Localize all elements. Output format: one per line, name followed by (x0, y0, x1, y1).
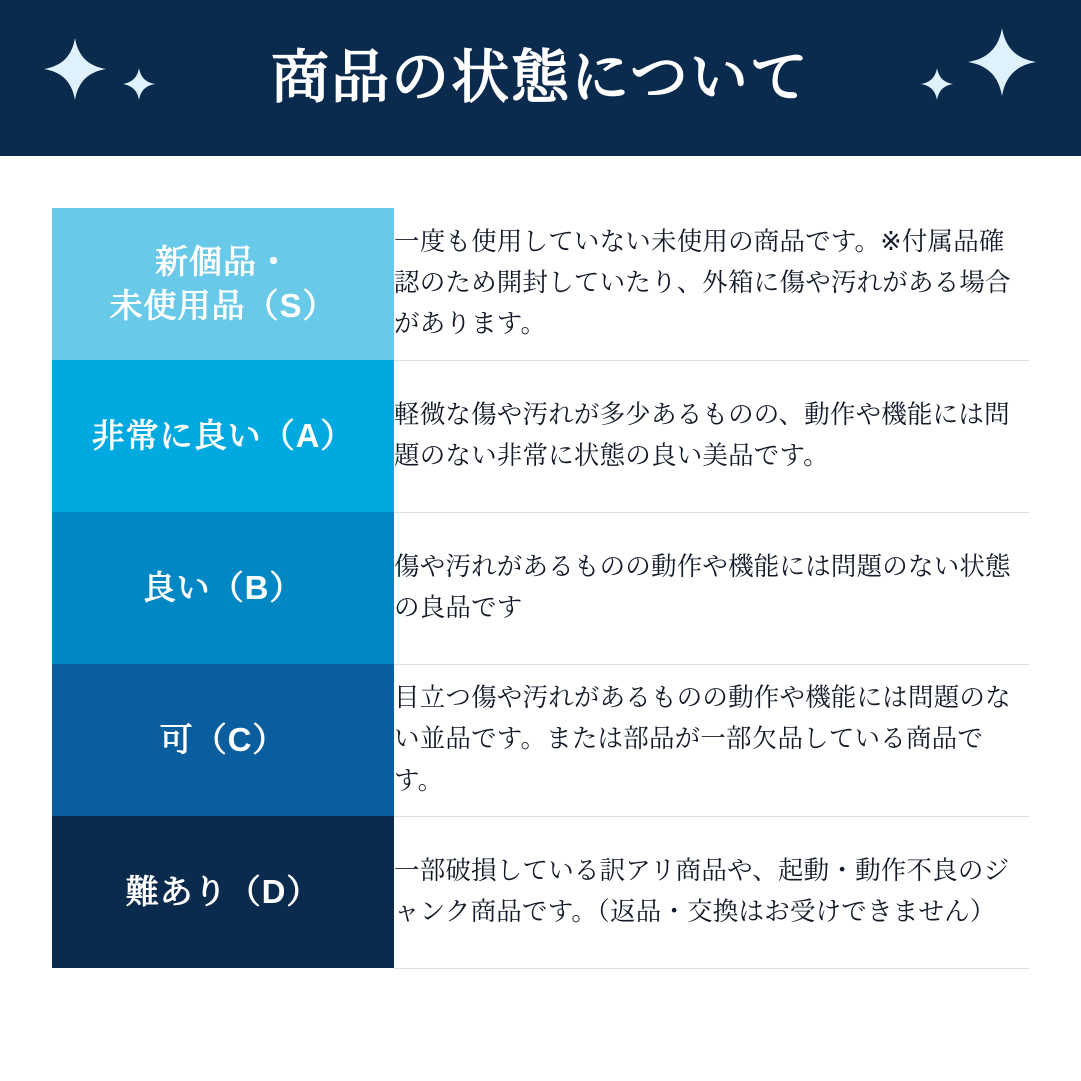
page-header (0, 0, 1081, 156)
sparkle-large-left-icon (44, 38, 106, 100)
description-cell-d (394, 816, 1029, 968)
page-title: 商品の状態について (271, 45, 810, 110)
grade-cell-a (52, 360, 394, 512)
condition-table-wrapper (0, 156, 1081, 969)
grade-label-line1: 良い（B） (142, 569, 304, 607)
table-row (52, 208, 1029, 360)
sparkle-large-right-icon (968, 28, 1036, 96)
description-cell-c (394, 664, 1029, 816)
sparkle-small-left-icon (123, 68, 155, 100)
description-text: 一部破損している訳アリ商品や、起動・動作不良のジャンク商品です。（返品・交換はお受けできません） (394, 856, 1010, 926)
description-text: 軽微な傷や汚れが多少あるものの、動作や機能には問題のない非常に状態の良い美品です。 (394, 400, 1010, 470)
description-text: 目立つ傷や汚れがあるものの動作や機能には問題のない並品です。または部品が一部欠品している商品です。 (394, 684, 1011, 795)
grade-cell-c (52, 664, 394, 816)
description-text: 一度も使用していない未使用の商品です。※付属品確認のため開封していたり、外箱に傷や汚れがある場合があります。 (394, 227, 1011, 339)
grade-cell-s (52, 208, 394, 360)
sparkle-small-right-icon (921, 68, 953, 100)
table-row (52, 816, 1029, 968)
table-row (52, 512, 1029, 664)
description-cell-a (394, 360, 1029, 512)
grade-cell-d (52, 816, 394, 968)
grade-label-line1: 難あり（D） (125, 873, 321, 911)
description-text: 傷や汚れがあるものの動作や機能には問題のない状態の良品です (394, 552, 1011, 622)
table-row (52, 664, 1029, 816)
grade-label-line1: 非常に良い（A） (91, 417, 355, 455)
description-cell-s (394, 208, 1029, 360)
grade-label-line1: 可（C） (159, 721, 287, 759)
grade-label-line1: 新個品・ (155, 243, 291, 281)
grade-cell-b (52, 512, 394, 664)
condition-table (52, 208, 1029, 969)
description-cell-b (394, 512, 1029, 664)
table-row (52, 360, 1029, 512)
grade-label-line2: 未使用品（S） (109, 287, 337, 324)
